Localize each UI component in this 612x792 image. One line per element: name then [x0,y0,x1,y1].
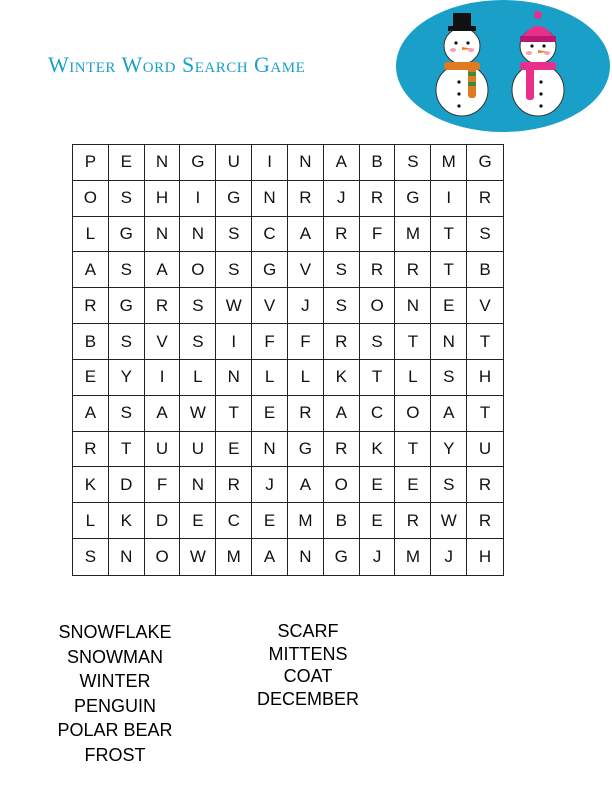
grid-cell[interactable]: S [109,324,145,360]
grid-cell[interactable]: S [360,324,396,360]
grid-cell[interactable]: T [467,324,503,360]
badge-background [396,0,610,132]
grid-cell[interactable]: D [145,503,181,539]
grid-cell[interactable]: R [324,217,360,253]
word-list-item: SCARF [277,621,339,641]
grid-cell[interactable]: A [145,252,181,288]
grid-cell[interactable]: T [467,396,503,432]
grid-cell[interactable]: O [324,467,360,503]
grid-cell[interactable]: W [180,396,216,432]
grid-cell[interactable]: B [324,503,360,539]
grid-cell[interactable]: N [252,181,288,217]
grid-cell[interactable]: S [431,360,467,396]
grid-cell[interactable]: M [216,539,252,575]
grid-cell[interactable]: I [252,145,288,181]
grid-cell[interactable]: M [395,217,431,253]
grid-cell[interactable]: O [395,396,431,432]
grid-cell[interactable]: R [467,467,503,503]
grid-cell[interactable]: N [288,539,324,575]
grid-cell[interactable]: S [216,217,252,253]
grid-cell[interactable]: A [288,217,324,253]
word-list-item: POLAR BEAR [57,720,173,740]
grid-cell[interactable]: L [252,360,288,396]
grid-cell[interactable]: S [431,467,467,503]
grid-cell[interactable]: A [288,467,324,503]
grid-cell[interactable]: E [73,360,109,396]
grid-cell[interactable]: G [467,145,503,181]
grid-cell[interactable]: L [395,360,431,396]
grid-cell[interactable]: I [216,324,252,360]
grid-cell[interactable]: N [216,360,252,396]
grid-cell[interactable]: R [360,181,396,217]
grid-cell[interactable]: L [180,360,216,396]
grid-cell[interactable]: B [360,145,396,181]
grid-cell[interactable]: L [288,360,324,396]
grid-cell[interactable]: V [467,288,503,324]
grid-cell[interactable]: C [252,217,288,253]
grid-cell[interactable]: J [360,539,396,575]
word-list-column-2 [238,620,378,710]
grid-cell[interactable]: W [431,503,467,539]
grid-cell[interactable]: W [180,539,216,575]
grid-cell[interactable]: R [73,432,109,468]
grid-cell[interactable]: G [324,539,360,575]
grid-cell[interactable]: G [288,432,324,468]
page-title: Winter Word Search Game [48,52,306,77]
grid-cell[interactable]: R [467,181,503,217]
word-list-item: WINTER [79,671,151,691]
grid-cell[interactable]: L [73,503,109,539]
grid-cell[interactable]: R [360,252,396,288]
grid-cell[interactable]: R [145,288,181,324]
grid-cell[interactable]: E [109,145,145,181]
grid-cell[interactable]: V [288,252,324,288]
grid-cell[interactable]: R [216,467,252,503]
grid-cell[interactable]: H [467,360,503,396]
grid-cell[interactable]: N [109,539,145,575]
grid-cell[interactable]: D [109,467,145,503]
grid-cell[interactable]: C [360,396,396,432]
grid-cell[interactable]: O [360,288,396,324]
grid-cell[interactable]: B [73,324,109,360]
grid-cell[interactable]: K [73,467,109,503]
grid-cell[interactable]: L [73,217,109,253]
grid-cell[interactable]: H [478,547,492,567]
grid-cell[interactable]: N [180,217,216,253]
grid-cell[interactable]: F [252,324,288,360]
grid-cell[interactable]: T [109,432,145,468]
snowmen-badge [396,0,610,132]
grid-cell[interactable]: E [216,432,252,468]
grid-cell[interactable]: R [324,324,360,360]
grid-cell[interactable]: I [145,360,181,396]
grid-cell[interactable]: O [180,252,216,288]
grid-cell[interactable]: T [360,360,396,396]
grid-cell[interactable]: T [431,252,467,288]
grid-cell[interactable]: I [431,181,467,217]
grid-cell[interactable]: T [395,432,431,468]
grid-cell[interactable]: P [73,145,109,181]
grid-cell[interactable]: S [109,181,145,217]
grid-cell[interactable]: N [252,432,288,468]
grid-cell[interactable]: R [395,503,431,539]
grid-cell[interactable]: M [288,503,324,539]
grid-cell[interactable]: J [288,288,324,324]
grid-cell[interactable]: U [180,432,216,468]
grid-cell[interactable]: N [288,145,324,181]
grid-cell[interactable]: J [431,539,467,575]
grid-cell[interactable]: A [73,252,109,288]
word-list-item: DECEMBER [256,688,359,709]
grid-cell[interactable]: S [467,217,503,253]
grid-cell[interactable]: K [360,432,396,468]
grid-cell[interactable]: I [180,181,216,217]
grid-cell[interactable]: K [324,360,360,396]
grid-cell[interactable]: N [395,288,431,324]
grid-cell[interactable]: E [360,467,396,503]
grid-cell[interactable]: A [324,396,360,432]
grid-cell[interactable]: A [145,396,181,432]
word-list-column-1 [40,620,190,767]
grid-cell[interactable]: S [216,252,252,288]
grid-cell[interactable]: N [145,145,181,181]
grid-cell[interactable]: M [395,539,431,575]
grid-cell[interactable]: E [252,503,288,539]
grid-cell[interactable]: A [252,539,288,575]
grid-cell[interactable]: S [73,539,109,575]
word-list-item: PENGUIN [73,695,156,716]
grid-cell[interactable]: G [216,181,252,217]
grid-cell[interactable]: A [73,396,109,432]
grid-cell[interactable]: F [288,324,324,360]
grid-cell[interactable]: O [145,539,181,575]
grid-cell[interactable]: N [180,467,216,503]
grid-cell[interactable]: S [109,396,145,432]
grid-cell[interactable]: R [73,288,109,324]
grid-cell[interactable]: T [395,324,431,360]
grid-cell[interactable]: O [73,181,109,217]
grid-cell[interactable]: M [431,145,467,181]
word-search-grid [72,144,504,576]
grid-cell[interactable]: R [288,181,324,217]
grid-cell[interactable]: E [360,503,396,539]
grid-cell[interactable]: S [109,252,145,288]
grid-cell[interactable]: V [252,288,288,324]
grid-cell[interactable]: A [324,145,360,181]
grid-cell[interactable]: J [324,181,360,217]
grid-cell[interactable]: K [109,503,145,539]
grid-cell[interactable]: R [288,396,324,432]
word-list-item: MITTENS [268,643,348,664]
grid-cell[interactable]: G [109,288,145,324]
grid-cell[interactable]: E [395,467,431,503]
grid-cell[interactable]: U [467,432,503,468]
grid-cell[interactable]: R [324,432,360,468]
grid-cell[interactable]: S [180,324,216,360]
grid-cell[interactable]: E [431,288,467,324]
grid-cell[interactable]: R [467,503,503,539]
grid-cell[interactable]: T [431,217,467,253]
grid-cell[interactable]: E [252,396,288,432]
grid-cell[interactable]: V [145,324,181,360]
grid-cell[interactable]: S [395,145,431,181]
grid-cell[interactable]: C [216,503,252,539]
word-list-item: SNOWFLAKE [58,622,172,642]
grid-cell[interactable]: F [145,467,181,503]
grid-cell[interactable]: W [216,288,252,324]
grid-cell[interactable]: S [324,288,360,324]
grid-cell[interactable]: S [180,288,216,324]
grid-cell[interactable]: T [216,396,252,432]
grid-cell[interactable]: N [145,217,181,253]
grid-cell[interactable]: Y [431,432,467,468]
grid-cell[interactable]: G [109,217,145,253]
grid-cell[interactable]: A [431,396,467,432]
grid-cell[interactable]: G [180,145,216,181]
grid-cell[interactable]: E [180,503,216,539]
grid-cell[interactable]: Y [109,360,145,396]
grid-cell[interactable]: N [431,324,467,360]
grid-cell[interactable]: U [216,145,252,181]
word-list-item: FROST [84,744,146,765]
grid-cell[interactable]: H [145,181,181,217]
word-list-item: COAT [283,666,333,686]
grid-cell[interactable]: G [395,181,431,217]
grid-cell[interactable]: U [145,432,181,468]
grid-cell[interactable]: J [252,467,288,503]
grid-cell[interactable]: F [360,217,396,253]
word-list-item: SNOWMAN [67,646,163,667]
grid-cell[interactable]: B [467,252,503,288]
grid-cell[interactable]: S [324,252,360,288]
grid-cell[interactable]: R [395,252,431,288]
grid-cell[interactable]: G [252,252,288,288]
